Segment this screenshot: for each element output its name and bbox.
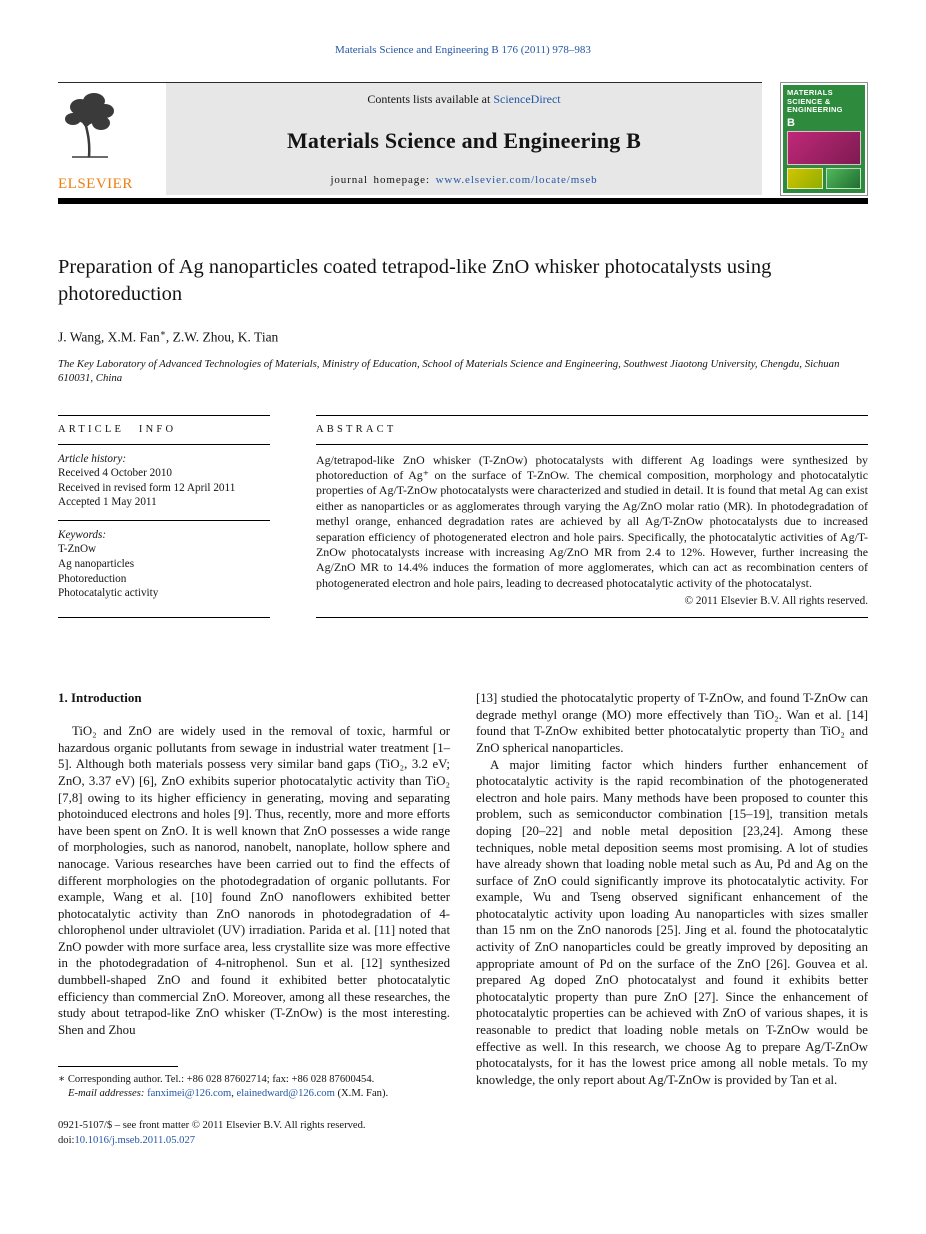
cover-image-block bbox=[787, 131, 861, 165]
article-title: Preparation of Ag nanoparticles coated tetrapod-like ZnO whisker photocatalysts using photoreduction bbox=[58, 256, 772, 305]
email-addresses-line bbox=[58, 1087, 450, 1101]
cover-title bbox=[787, 89, 861, 115]
footnote-block bbox=[58, 1066, 450, 1101]
abstract-text: Ag/tetrapod-like ZnO whisker (T-ZnOw) photocatalysts with different Ag loadings were synthesized by photoreduction of Ag⁺ on the surface of T-ZnOw. The chemical composition, morphology and photocatalytic properties of Ag/T-ZnOw photocatalysts were characterized and studied in detail. It is found that metal Ag can exist either as nanoparticles or as agglomerates through varying the Ag/ZnO molar ratio (MR). In photodegradation of methyl orange, enhanced degradation rates are achieved by all Ag/T-ZnOw photocatalysts due to increased separation efficiency of photogenerated electron and hole pairs. Specifically, the photocatalytic activities of Ag/T-ZnOw photocatalysts increase with increasing Ag/ZnO MR from 2.4 to 12%. However, further increasing the Ag/ZnO MR to 14.4% induces the formation of more agglomerates, which can act as recombination centers of photogenerated electron and hole pairs, leading to decreased photocatalytic activity of the photocatalyst. bbox=[316, 452, 868, 590]
history-item: Accepted 1 May 2011 bbox=[58, 496, 157, 509]
cover-image-block bbox=[787, 168, 823, 190]
elsevier-wordmark: ELSEVIER bbox=[58, 176, 133, 192]
cover-edition-letter: B bbox=[787, 116, 795, 129]
left-column bbox=[58, 690, 450, 1148]
journal-banner bbox=[166, 83, 762, 195]
keyword-item: Photoreduction bbox=[58, 572, 127, 585]
history-item: Received 4 October 2010 bbox=[58, 467, 173, 480]
keyword-item: T-ZnOw bbox=[58, 543, 97, 556]
doi-link[interactable]: 10.1016/j.mseb.2011.05.027 bbox=[74, 1134, 196, 1146]
intro-paragraph-3: A major limiting factor which hinders further enhancement of photocatalytic activity is the rapid recombination of the photogenerated electron and hole pairs. Many methods have been proposed to counter this problem, such as semiconductor combination [15–19], transition metals doping [20–22] and noble metal deposition [23,24]. Among these techniques, noble metal deposition seems most promising. A lot of studies have already shown that loading noble metal such as Au, Pd and Ag on the surface of ZnO could significantly improve its photocatalytic activity. For example, Wu and Tseng observed significant enhancement of the photocatalytic activity upon loading Au nanoparticles with sizes smaller than 15 nm on the ZnO nanorods [25]. Jing et al. found the photocatalytic activity of ZnO nanoparticles could be greatly improved by depositing an appropriate amount of Pd on the surface of the ZnO [26]. Gouvea et al. prepared Ag doped ZnO photocatalyst and found it exhibits better photocatalytic property than pure ZnO [27]. Since the enhancement of photocatalytic properties can be achieved with ZnO of various shapes, it is reasonable to predict that loading noble metals on T-ZnOw would be effective as well. In this research, we choose Ag to prepare Ag/T-ZnOw photocatalysts, for it has the lowest price among all noble metals. To my knowledge, the only report about Ag/T-ZnOw is provided by Tan et al. bbox=[476, 757, 868, 1087]
abstract-heading: ABSTRACT bbox=[316, 423, 397, 435]
email-separator: , bbox=[231, 1088, 237, 1100]
email-suffix: (X.M. Fan). bbox=[334, 1088, 389, 1100]
cover-title-line: SCIENCE & bbox=[787, 96, 831, 106]
journal-header bbox=[58, 82, 868, 196]
abstract-column bbox=[316, 415, 868, 619]
journal-title: Materials Science and Engineering B bbox=[286, 127, 642, 153]
header-divider-bar bbox=[58, 198, 868, 204]
journal-cover-thumbnail bbox=[780, 82, 868, 196]
authors-line bbox=[58, 328, 868, 346]
journal-cover-art bbox=[783, 85, 865, 193]
keywords-section bbox=[58, 521, 270, 617]
footnote-rule bbox=[58, 1066, 178, 1067]
cover-image-row bbox=[787, 168, 861, 190]
contents-line bbox=[367, 92, 560, 107]
cover-image-block bbox=[826, 168, 862, 190]
keywords-label: Keywords: bbox=[58, 528, 107, 541]
doi-line bbox=[58, 1134, 450, 1149]
article-meta-block bbox=[58, 415, 868, 619]
cover-title-line: MATERIALS bbox=[787, 88, 833, 97]
section-heading-introduction: 1. Introduction bbox=[58, 690, 142, 706]
sciencedirect-link[interactable]: ScienceDirect bbox=[493, 92, 561, 106]
doi-label: doi: bbox=[58, 1134, 75, 1146]
body-columns bbox=[58, 690, 868, 1148]
copyright-line: © 2011 Elsevier B.V. All rights reserved. bbox=[684, 595, 868, 608]
journal-header-main bbox=[58, 82, 762, 195]
history-item: Received in revised form 12 April 2011 bbox=[58, 481, 236, 494]
intro-paragraph-2: [13] studied the photocatalytic property of T-ZnOw, and found T-ZnOw can degrade methyl orange (MO) more effectively than TiO₂. Wan et al. [14] found that T-ZnOw exhibited better photocatalytic property than TiO₂ and ZnO spherical nanoparticles. bbox=[476, 691, 868, 755]
elsevier-logo bbox=[58, 83, 166, 195]
authors-text: J. Wang, X.M. Fan bbox=[58, 329, 160, 345]
email-link-1[interactable]: fanximei@126.com bbox=[147, 1088, 232, 1100]
homepage-line bbox=[330, 174, 597, 186]
corresponding-author-note: ∗ Corresponding author. Tel.: +86 028 87602714; fax: +86 028 87600454. bbox=[58, 1074, 375, 1086]
journal-citation: Materials Science and Engineering B 176 (2011) 978–983 bbox=[335, 44, 591, 56]
authors-text: , Z.W. Zhou, K. Tian bbox=[165, 329, 279, 345]
article-history-label: Article history: bbox=[58, 452, 127, 465]
cover-title-line: ENGINEERING bbox=[787, 105, 843, 114]
article-info-heading: ARTICLE INFO bbox=[58, 423, 177, 435]
keyword-item: Photocatalytic activity bbox=[58, 587, 159, 600]
elsevier-tree-icon bbox=[58, 89, 120, 161]
article-info-column bbox=[58, 415, 270, 619]
footer-block bbox=[58, 1119, 450, 1148]
homepage-prefix: journal homepage: bbox=[330, 174, 436, 186]
keyword-item: Ag nanoparticles bbox=[58, 558, 135, 571]
right-column bbox=[476, 690, 868, 1148]
corresponding-author-mark: ∗ bbox=[159, 328, 166, 338]
article-history-section bbox=[58, 445, 270, 520]
intro-paragraph-1: TiO₂ and ZnO are widely used in the removal of toxic, harmful or hazardous organic pollutants from sewage in industrial water treatment [1–5]. Although both materials possess very similar band gaps (TiO₂, 3.2 eV; ZnO, 3.37 eV) [6], ZnO exhibits superior photocatalytic activity than TiO₂ [7,8] owing to its higher efficiency in generating, moving and separating photoinduced electrons and holes [9]. Thus, recently, more and more efforts have been spent on ZnO. It is well known that ZnO possesses a wide range of morphologies, such as nanorod, nanobelt, nanoplate, hollow sphere and nanocage. Various researches have been carried out to find the effects of different morphologies on the photodegradation of organic pollutants. For example, Wang et al. [10] found ZnO nanoflowers exhibited better photocatalytic activity than ZnO nanorods in photodegradation of 4-chlorophenol under ultraviolet (UV) irradiation. Parida et al. [11] noted that ZnO powder with more surface area, less crystallite size was more effective in the photodegradation of 4-nitrophenol. Sun et al. [12] synthesized dumbbell-shaped ZnO and found it exhibited better photocatalytic efficiency than commercial ZnO. Moreover, among all these researches, the study about tetrapod-like ZnO whisker (T-ZnOw) is the most interesting. Shen and Zhou bbox=[58, 724, 450, 1037]
issn-copyright-line: 0921-5107/$ – see front matter © 2011 Elsevier B.V. All rights reserved. bbox=[58, 1120, 366, 1132]
email-label: E-mail addresses: bbox=[68, 1088, 148, 1100]
homepage-url-link[interactable]: www.elsevier.com/locate/mseb bbox=[435, 174, 598, 186]
affiliation: The Key Laboratory of Advanced Technologies of Materials, Ministry of Education, School of Materials Science and Engineering, Southwest Jiaotong University, Chengdu, Sichuan 610031, China bbox=[58, 357, 840, 384]
email-link-2[interactable]: elainedward@126.com bbox=[236, 1088, 335, 1100]
contents-prefix: Contents lists available at bbox=[367, 92, 494, 106]
